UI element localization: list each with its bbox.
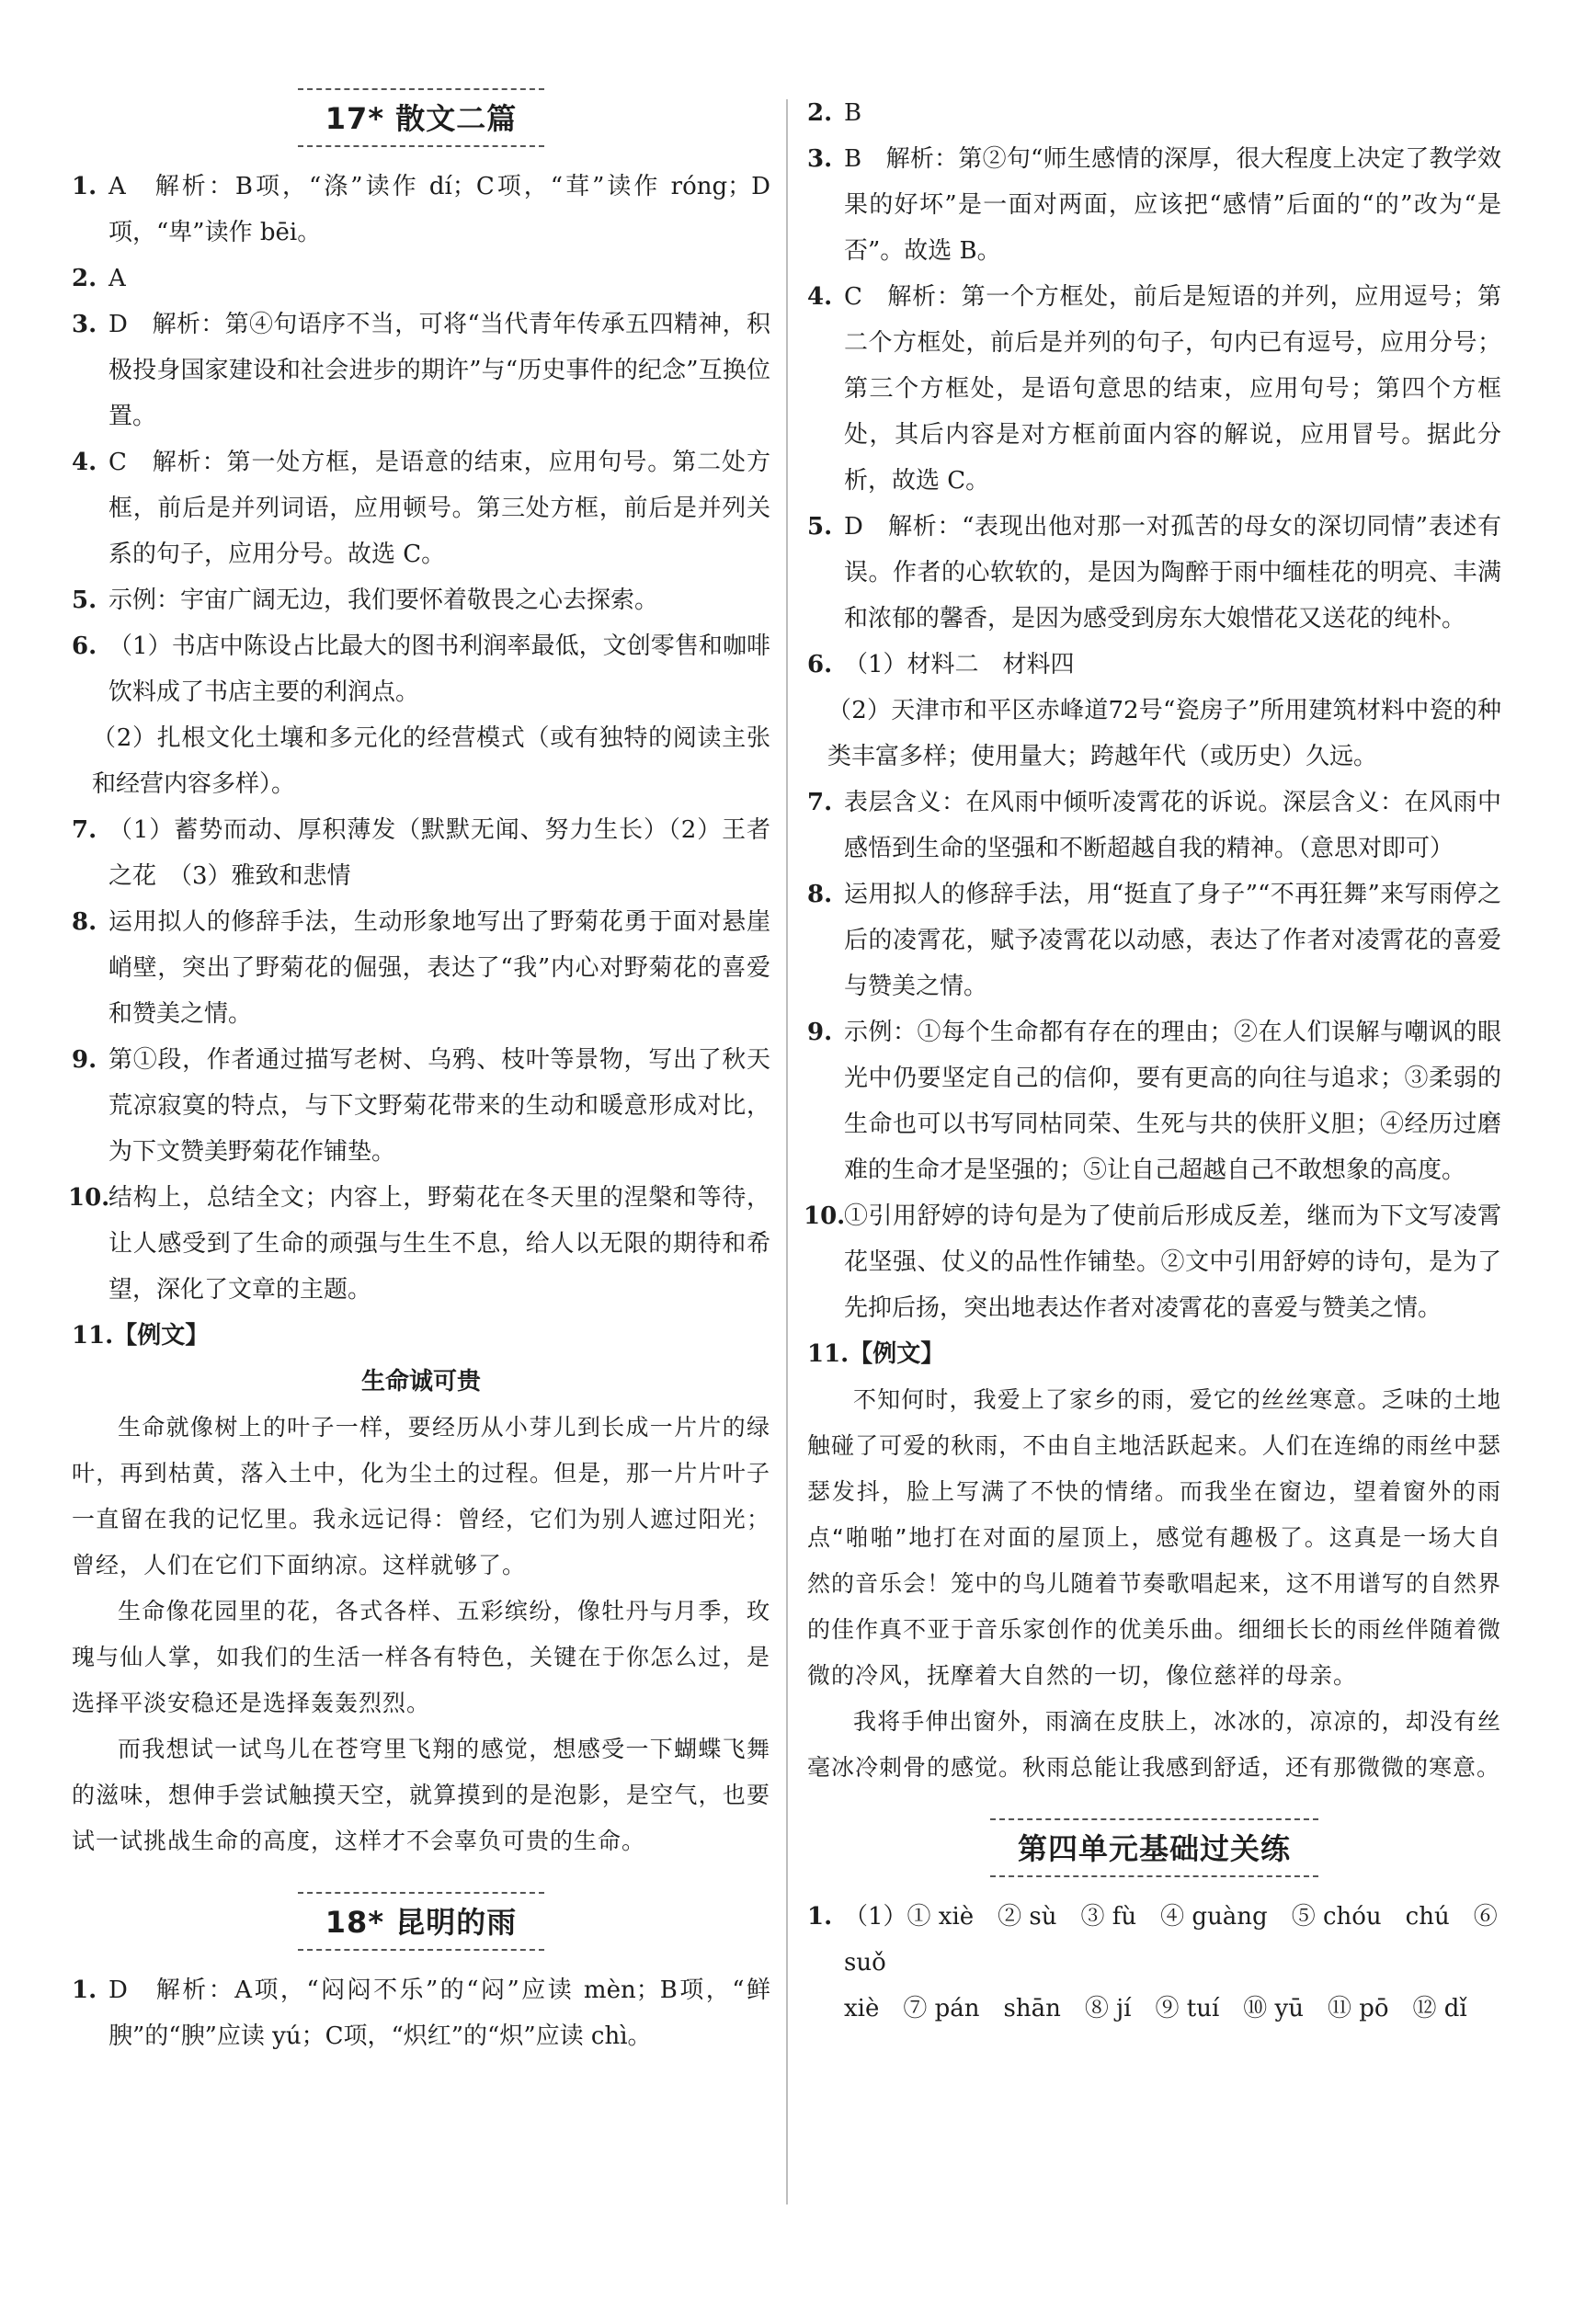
right-column <box>804 90 1501 2032</box>
essay-paragraph: 生命就像树上的叶子一样，要经历从小芽儿到长成一片片的绿叶，再到枯黄，落入土中，化为尘土的过程。但是，那一片片叶子一直留在我的记忆里。我永远记得：曾经，它们为别人遮过阳光；曾经，人们在它们下面纳凉。这样就够了。 <box>72 1414 770 1578</box>
answer-item: 10. ①引用舒婷的诗句是为了使前后形成反差，继而为下文写凌霄花坚强、仗义的品性作铺垫。②文中引用舒婷的诗句，是为了先抑后扬，突出地表达作者对凌霄花的喜爱与赞美之情。 <box>804 1202 1501 1322</box>
answer-item: 2. B <box>807 99 862 127</box>
answer-subitem: （2）天津市和平区赤峰道72号“瓷房子”所用建筑材料中瓷的种类丰富多样；使用量大；跨越年代（或历史）久远。 <box>827 697 1501 770</box>
essay-paragraph: 而我想试一试鸟儿在苍穹里飞翔的感觉，想感受一下蝴蝶飞舞的滋味，想伸手尝试触摸天空，就算摸到的是泡影，是空气，也要试一试挑战生命的高度，这样才不会辜负可贵的生命。 <box>72 1736 770 1854</box>
answer-item: 7. （1）蓄势而动、厚积薄发（默默无闻、努力生长）（2）王者之花 （3）雅致和悲情 <box>72 816 770 890</box>
answer-item: 1. D 解析：A项，“闷闷不乐”的“闷”应读 mèn；B项，“鲜腴”的“腴”应读 yú；C项，“炽红”的“炽”应读 chì。 <box>72 1977 770 2050</box>
answer-item: 3. D 解析：第④句语序不当，可将“当代青年传承五四精神，积极投身国家建设和社会进步的期许”与“历史事件的纪念”互换位置。 <box>72 311 770 430</box>
essay-paragraph: 生命像花园里的花，各式各样、五彩缤纷，像牡丹与月季，玫瑰与仙人掌，如我们的生活一样各有特色，关键在于你怎么过，是选择平淡安稳还是选择轰轰烈烈。 <box>72 1598 770 1716</box>
example-essay-label: 11.【例文】 <box>72 1322 210 1350</box>
answer-item: 10. 结构上，总结全文；内容上，野菊花在冬天里的涅槃和等待，让人感受到了生命的顽强与生生不息，给人以无限的期待和希望，深化了文章的主题。 <box>68 1184 770 1304</box>
answer-item: 5. 示例：宇宙广阔无边，我们要怀着敬畏之心去探索。 <box>72 587 659 614</box>
answer-subitem: （2）扎根文化土壤和多元化的经营模式（或有独特的阅读主张和经营内容多样）。 <box>92 724 770 798</box>
answer-item: 1. A 解析：B项，“涤”读作 dí；C项，“茸”读作 róng；D项，“卑”读作 bēi。 <box>72 173 770 246</box>
essay-paragraph: 不知何时，我爱上了家乡的雨，爱它的丝丝寒意。乏味的土地触碰了可爱的秋雨，不由自主地活跃起来。人们在连绵的雨丝中瑟瑟发抖，脸上写满了不快的情绪。而我坐在窗边，望着窗外的雨点“啪啪”地打在对面的屋顶上，感觉有趣极了。这真是一场大自然的音乐会！笼中的鸟儿随着节奏歌唱起来，这不用谱写的自然界的佳作真不亚于音乐家创作的优美乐曲。细细长长的雨丝伴随着微微的冷风，抚摩着大自然的一切，像位慈祥的母亲。 <box>807 1386 1501 1689</box>
answer-item: 4. C 解析：第一个方框处，前后是短语的并列，应用逗号；第二个方框处，前后是并列的句子，句内已有逗号，应用分号；第三个方框处，是语句意思的结束，应用句号；第四个方框处，其后内容是对方框前面内容的解说，应用冒号。据此分析，故选 C。 <box>807 283 1501 495</box>
section-17-title: 17* 散文二篇 <box>72 88 770 147</box>
answer-item: 4. C 解析：第一处方框，是语意的结束，应用句号。第二处方框，前后是并列词语，应用顿号。第三处方框，前后是并列关系的句子，应用分号。故选 C。 <box>72 449 770 568</box>
answer-item: 6. （1）材料二 材料四 <box>807 651 1075 678</box>
pinyin-answers: 1. （1）① xiè ② sù ③ fù ④ guàng ⑤ chóu chú ⑥ suǒ <box>807 1903 1498 1977</box>
left-column <box>68 88 770 2059</box>
answer-item: 5. D 解析：“表现出他对那一对孤苦的母女的深切同情”表述有误。作者的心软软的，是因为陶醉于雨中缅桂花的明亮、丰满和浓郁的馨香，是因为感受到房东大娘惜花又送花的纯朴。 <box>807 513 1501 632</box>
answer-item: 8. 运用拟人的修辞手法，生动形象地写出了野菊花勇于面对悬崖峭壁，突出了野菊花的倔强，表达了“我”内心对野菊花的喜爱和赞美之情。 <box>72 908 770 1028</box>
essay-title: 生命诚可贵 <box>360 1368 481 1396</box>
unit-4-title: 第四单元基础过关练 <box>807 1818 1501 1877</box>
column-divider <box>786 99 788 2204</box>
essay-paragraph: 我将手伸出窗外，雨滴在皮肤上，冰冰的，凉凉的，却没有丝毫冰冷刺骨的感觉。秋雨总能让我感到舒适，还有那微微的寒意。 <box>807 1708 1501 1781</box>
answer-item: 3. B 解析：第②句“师生感情的深厚，很大程度上决定了教学效果的好坏”是一面对两面，应该把“感情”后面的“的”改为“是否”。故选 B。 <box>807 145 1501 265</box>
answer-item: 7. 表层含义：在风雨中倾听凌霄花的诉说。深层含义：在风雨中感悟到生命的坚强和不断超越自我的精神。（意思对即可） <box>807 789 1501 862</box>
section-18-title: 18* 昆明的雨 <box>72 1892 770 1951</box>
example-essay-label: 11.【例文】 <box>807 1340 945 1368</box>
answer-item: 8. 运用拟人的修辞手法，用“挺直了身子”“不再狂舞”来写雨停之后的凌霄花，赋予凌霄花以动感，表达了作者对凌霄花的喜爱与赞美之情。 <box>807 881 1501 1000</box>
pinyin-answers-continued: xiè ⑦ pán shān ⑧ jí ⑨ tuí ⑩ yū ⑪ pō ⑫ dǐ <box>844 1995 1467 2022</box>
answer-item: 6. （1）书店中陈设占比最大的图书利润率最低，文创零售和咖啡饮料成了书店主要的利润点。 <box>72 632 770 706</box>
answer-item: 2. A <box>72 265 126 292</box>
answer-item: 9. 第①段，作者通过描写老树、乌鸦、枝叶等景物，写出了秋天荒凉寂寞的特点，与下文野菊花带来的生动和暖意形成对比，为下文赞美野菊花作铺垫。 <box>72 1046 770 1166</box>
answer-item: 9. 示例：①每个生命都有存在的理由；②在人们误解与嘲讽的眼光中仍要坚定自己的信仰，要有更高的向往与追求；③柔弱的生命也可以书写同枯同荣、生死与共的侠肝义胆；④经历过磨难的生命才是坚强的；⑤让自己超越自己不敢想象的高度。 <box>807 1019 1501 1184</box>
